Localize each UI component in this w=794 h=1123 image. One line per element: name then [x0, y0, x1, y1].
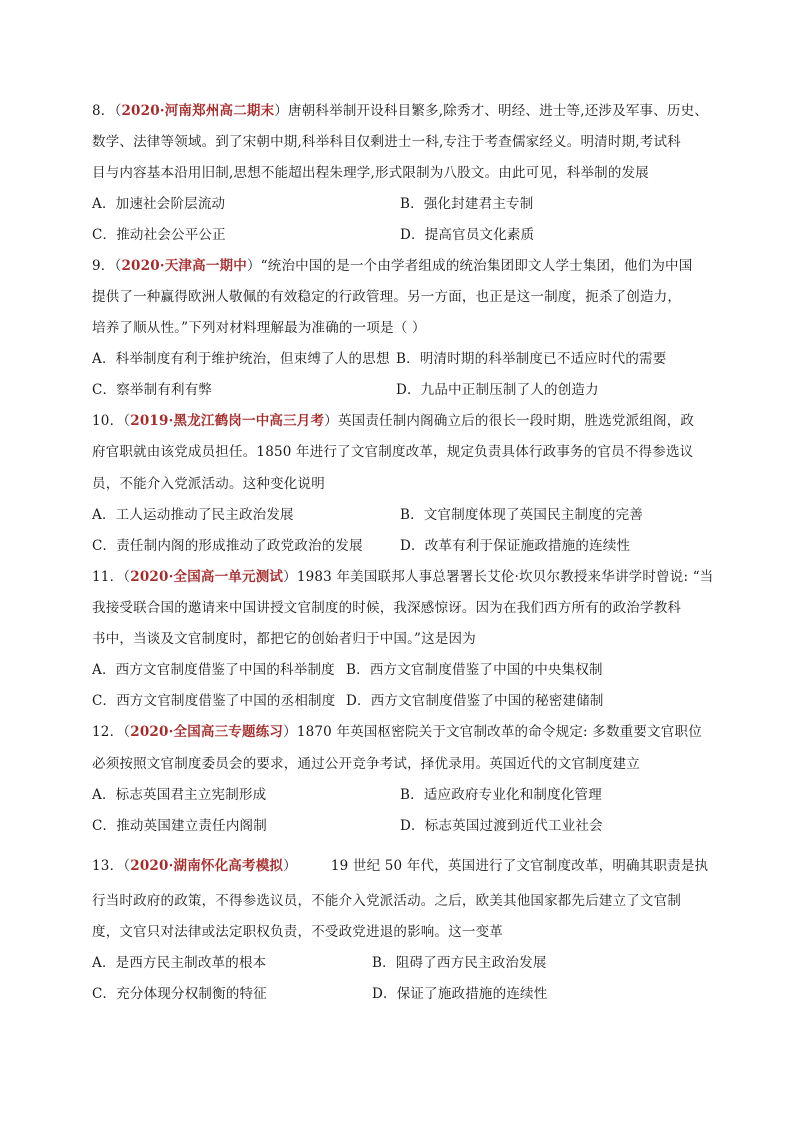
option-b[interactable]: B．强化封建君主专制	[400, 196, 534, 212]
question-number: 10．（	[92, 413, 131, 429]
question-text: 19 世纪 50 年代，英国进行了文官制度改革，明确其职责是执	[330, 858, 709, 874]
question-source: 2019·黑龙江鹤岗一中高三月考	[130, 413, 325, 429]
question-9-line-1	[92, 258, 704, 274]
paren-close: ）	[283, 569, 297, 585]
question-text: 目与内容基本沿用旧制,思想不能超出程朱理学,形式限制为八股文。由此可见，科举制的发展	[92, 165, 649, 181]
question-13-line-1	[92, 858, 709, 874]
option-a[interactable]: A．科举制度有利于维护统治，但束缚了人的思想	[92, 351, 390, 367]
paren-close: ）	[324, 413, 338, 429]
option-d[interactable]: D．提高官员文化素质	[400, 227, 535, 243]
paren-close: ）	[283, 724, 297, 740]
option-a[interactable]: A．是西方民主制改革的根本	[92, 955, 267, 971]
question-source: 2020·天津高一期中	[121, 258, 247, 274]
question-text: 府官职就由该党成员担任。1850 年进行了文官制度改革，规定负责具体行政事务的官员不得参选议	[92, 444, 694, 460]
question-text: 书中，当谈及文官制度时，都把它的创始者归于中国。”这是因为	[92, 631, 476, 647]
option-c[interactable]: C．充分体现分权制衡的特征	[92, 986, 267, 1002]
paren-close: ）	[283, 858, 297, 874]
question-text: 度，文官只对法律或法定职权负责，不受政党进退的影响。这一变革	[92, 924, 503, 940]
paren-close: ）	[274, 103, 289, 119]
paren-close: ）	[246, 258, 261, 274]
question-text: 提供了一种赢得欧洲人敬佩的有效稳定的行政管理。另一方面，也正是这一制度，扼杀了创造力，	[92, 289, 682, 305]
question-number: 8．（	[92, 103, 122, 119]
question-text: 1983 年美国联邦人事总署署长艾伦·坎贝尔教授来华讲学时曾说: “当	[296, 569, 714, 585]
question-text: 我接受联合国的邀请来中国讲授文官制度的时候，我深感惊讶。因为在我们西方所有的政治学教科	[92, 600, 682, 616]
question-12-line-1	[92, 724, 704, 740]
option-b[interactable]: B．西方文官制度借鉴了中国的中央集权制	[346, 662, 603, 678]
option-b[interactable]: B．阻碍了西方民主政治发展	[372, 955, 547, 971]
option-c[interactable]: C．推动英国建立责任内阁制	[92, 818, 267, 834]
question-11-line-1	[92, 569, 714, 585]
option-a[interactable]: A．标志英国君主立宪制形成	[92, 787, 267, 803]
question-8-line-1	[92, 103, 709, 119]
option-d[interactable]: D．改革有利于保证施政措施的连续性	[400, 538, 631, 554]
option-b[interactable]: B．适应政府专业化和制度化管理	[400, 787, 602, 803]
question-source: 2020·全国高一单元测试	[130, 569, 284, 585]
question-number: 9．（	[92, 258, 122, 274]
option-c[interactable]: C．推动社会公平公正	[92, 227, 226, 243]
question-source: 2020·湖南怀化高考模拟	[130, 858, 284, 874]
question-number: 12．（	[92, 724, 131, 740]
option-a[interactable]: A．西方文官制度借鉴了中国的科举制度	[92, 662, 335, 678]
option-b[interactable]: B．明清时期的科举制度已不适应时代的需要	[396, 351, 667, 367]
question-text: 员，不能介入党派活动。这种变化说明	[92, 476, 325, 492]
question-text: 1870 年英国枢密院关于文官制改革的命令规定: 多数重要文官职位	[296, 724, 702, 740]
option-c[interactable]: C．责任制内阁的形成推动了政党政治的发展	[92, 538, 363, 554]
question-text: 英国责任制内阁确立后的很长一段时期，胜选党派组阁，政	[337, 413, 695, 429]
question-text: 培养了顺从性。”下列对材料理解最为准确的一项是（ ）	[92, 320, 426, 336]
question-source: 2020·河南郑州高二期末	[121, 103, 275, 119]
option-d[interactable]: D．西方文官制度借鉴了中国的秘密建储制	[346, 693, 604, 709]
question-text: 数学、法律等领域。到了宋朝中期,科举科目仅剩进士一科,专注于考查儒家经义。明清时期,考试科	[92, 134, 681, 150]
option-a[interactable]: A．加速社会阶层流动	[92, 196, 226, 212]
option-d[interactable]: D．九品中正制压制了人的创造力	[396, 382, 599, 398]
option-b[interactable]: B．文官制度体现了英国民主制度的完善	[400, 507, 644, 523]
question-text: 唐朝科举制开设科目繁多,除秀才、明经、进士等,还涉及军事、历史、	[288, 103, 709, 119]
question-10-line-1	[92, 413, 704, 429]
question-text: “统治中国的是一个由学者组成的统治集团即文人学士集团，他们为中国	[260, 258, 693, 274]
question-text: 行当时政府的政策，不得参选议员，不能介入党派活动。之后，欧美其他国家都先后建立了文官制	[92, 893, 682, 909]
question-text: 必须按照文官制度委员会的要求，通过公开竞争考试，择优录用。英国近代的文官制度建立	[92, 756, 640, 772]
option-d[interactable]: D．标志英国过渡到近代工业社会	[400, 818, 603, 834]
option-d[interactable]: D．保证了施政措施的连续性	[372, 986, 548, 1002]
option-c[interactable]: C．西方文官制度借鉴了中国的丞相制度	[92, 693, 336, 709]
option-a[interactable]: A．工人运动推动了民主政治发展	[92, 507, 294, 523]
question-number: 13．（	[92, 858, 131, 874]
question-number: 11．（	[92, 569, 131, 585]
option-c[interactable]: C．察举制有利有弊	[92, 382, 213, 398]
question-source: 2020·全国高三专题练习	[130, 724, 284, 740]
